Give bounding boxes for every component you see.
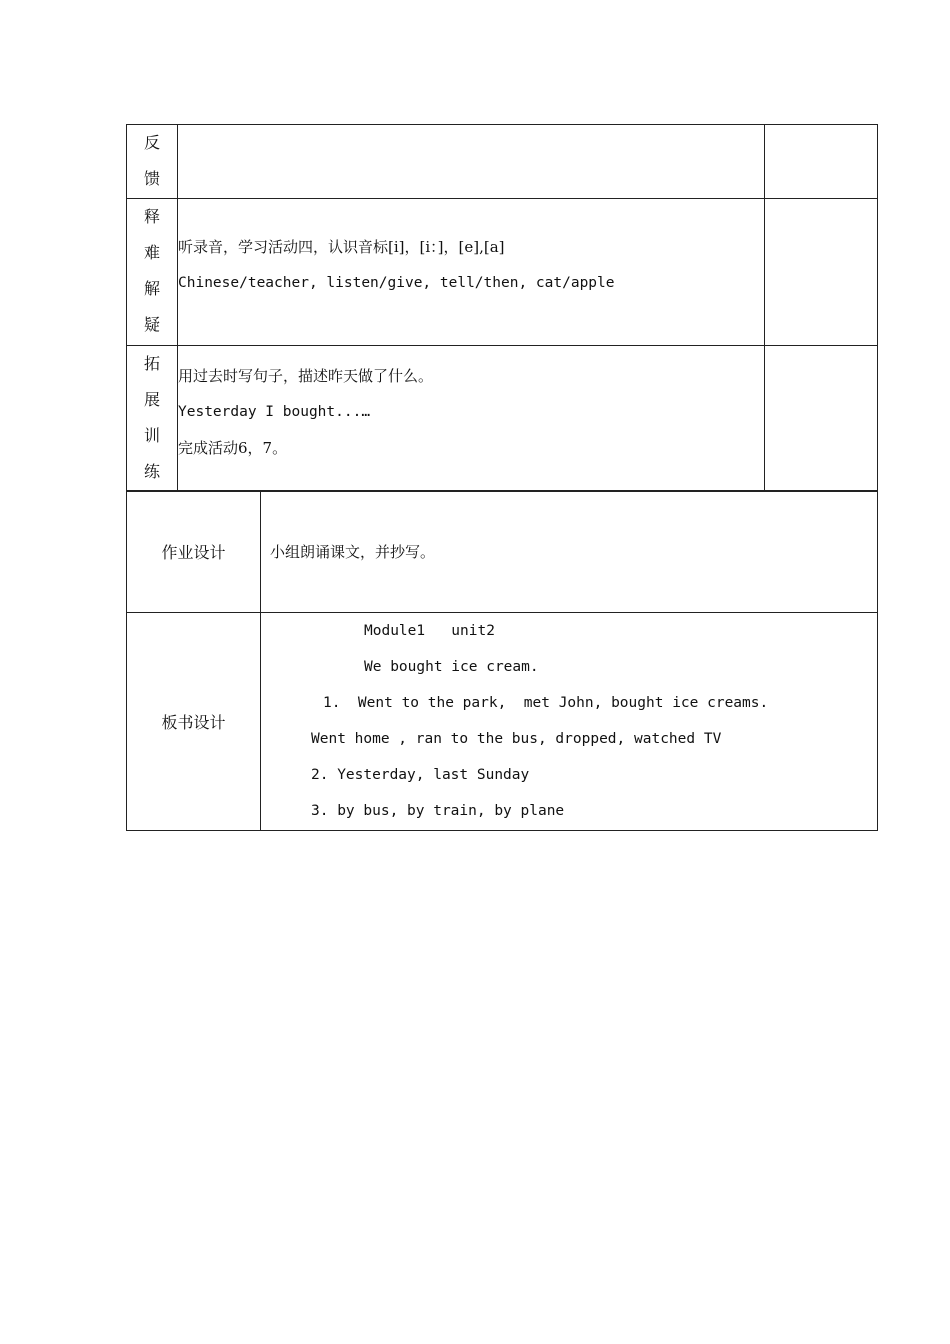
feedback-label bbox=[127, 125, 178, 199]
homework-content bbox=[261, 491, 878, 613]
homework-row bbox=[127, 491, 878, 613]
text-line: 1. Went to the park, met John, bought ice creams. bbox=[323, 695, 769, 711]
label-char: 解 bbox=[143, 279, 160, 298]
extension-row bbox=[127, 346, 878, 492]
label-char: 释 bbox=[143, 207, 160, 226]
design-table bbox=[126, 490, 878, 831]
text-line: 用过去时写句子，描述昨天做了什么。 bbox=[178, 367, 434, 385]
blackboard-content bbox=[261, 613, 878, 831]
text-line: 完成活动6，7。 bbox=[178, 439, 288, 457]
text-line: Chinese/teacher, listen/give, tell/then, cat/apple bbox=[178, 275, 615, 291]
label-char: 反 bbox=[143, 133, 160, 152]
text-line: 听录音，学习活动四，认识音标[i]，[i：]，[e],[a] bbox=[178, 238, 505, 256]
difficulty-content bbox=[178, 199, 765, 346]
text-line: 3. by bus, by train, by plane bbox=[311, 803, 565, 819]
extension-note bbox=[765, 346, 878, 492]
difficulty-label bbox=[127, 199, 178, 346]
label-char: 馈 bbox=[143, 169, 160, 188]
text-line: Module1 unit2 bbox=[364, 623, 495, 639]
lesson-table bbox=[126, 124, 878, 492]
feedback-row bbox=[127, 125, 878, 199]
label-char: 拓 bbox=[143, 354, 160, 373]
label-char: 疑 bbox=[143, 315, 160, 334]
blackboard-label: 板书设计 bbox=[127, 613, 261, 831]
difficulty-note bbox=[765, 199, 878, 346]
homework-label: 作业设计 bbox=[127, 491, 261, 613]
blackboard-row bbox=[127, 613, 878, 831]
label-char: 练 bbox=[143, 462, 160, 481]
text-line: Went home , ran to the bus, dropped, watched TV bbox=[311, 731, 722, 747]
feedback-note bbox=[765, 125, 878, 199]
homework-text: 小组朗诵课文，并抄写。 bbox=[270, 542, 436, 561]
extension-content bbox=[178, 346, 765, 492]
label-char: 展 bbox=[143, 390, 160, 409]
text-line: Yesterday I bought...… bbox=[178, 404, 371, 420]
label-char: 难 bbox=[143, 243, 160, 262]
difficulty-row bbox=[127, 199, 878, 346]
extension-label bbox=[127, 346, 178, 492]
text-line: 2. Yesterday, last Sunday bbox=[311, 767, 530, 783]
feedback-content bbox=[178, 125, 765, 199]
label-char: 训 bbox=[143, 426, 160, 445]
text-line: We bought ice cream. bbox=[364, 659, 539, 675]
